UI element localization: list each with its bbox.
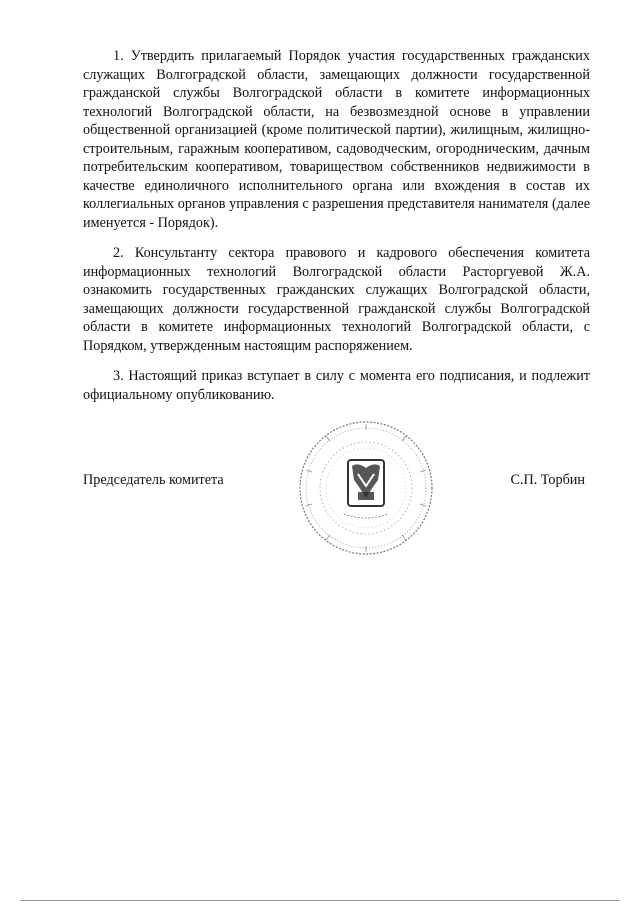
paragraph-3: 3. Настоящий приказ вступает в силу с момента его подписания, и подлежит официальному опубликованию. — [83, 368, 590, 403]
paragraph-2: 2. Консультанту сектора правового и кадрового обеспечения комитета информационных технологий Волгоградской области Расторгуевой Ж.А. ознакомить государственных гражданских служащих Волгоградской области, замещающих должности государственной гражданской службы Волгоградской области в комитете информационных технологий Волгоградской области, с Порядком, утвержденным настоящим распоряжением. — [83, 245, 590, 354]
signatory-name: С.П. Торбин — [510, 472, 585, 488]
paragraph-1: 1. Утвердить прилагаемый Порядок участия государственных гражданских служащих Волгоградской области, замещающих должности государственной гражданской службы Волгоградской области в комитете информационных технологий Волгоградской области, на безвозмездной основе в управлении общественной организацией (кроме политической партии), жилищным, жилищно-строительным, гаражным кооперативом, садоводческим, огородническим, дачным потребительским кооперативом, товариществом собственников недвижимости в качестве единоличного исполнительного органа или вхождения в состав их коллегиальных органов управления с разрешения представителя нанимателя (далее именуется - Порядок). — [83, 48, 590, 231]
signatory-role: Председатель комитета — [83, 472, 224, 488]
official-seal-icon — [296, 418, 436, 558]
page-bottom-edge — [20, 900, 620, 901]
